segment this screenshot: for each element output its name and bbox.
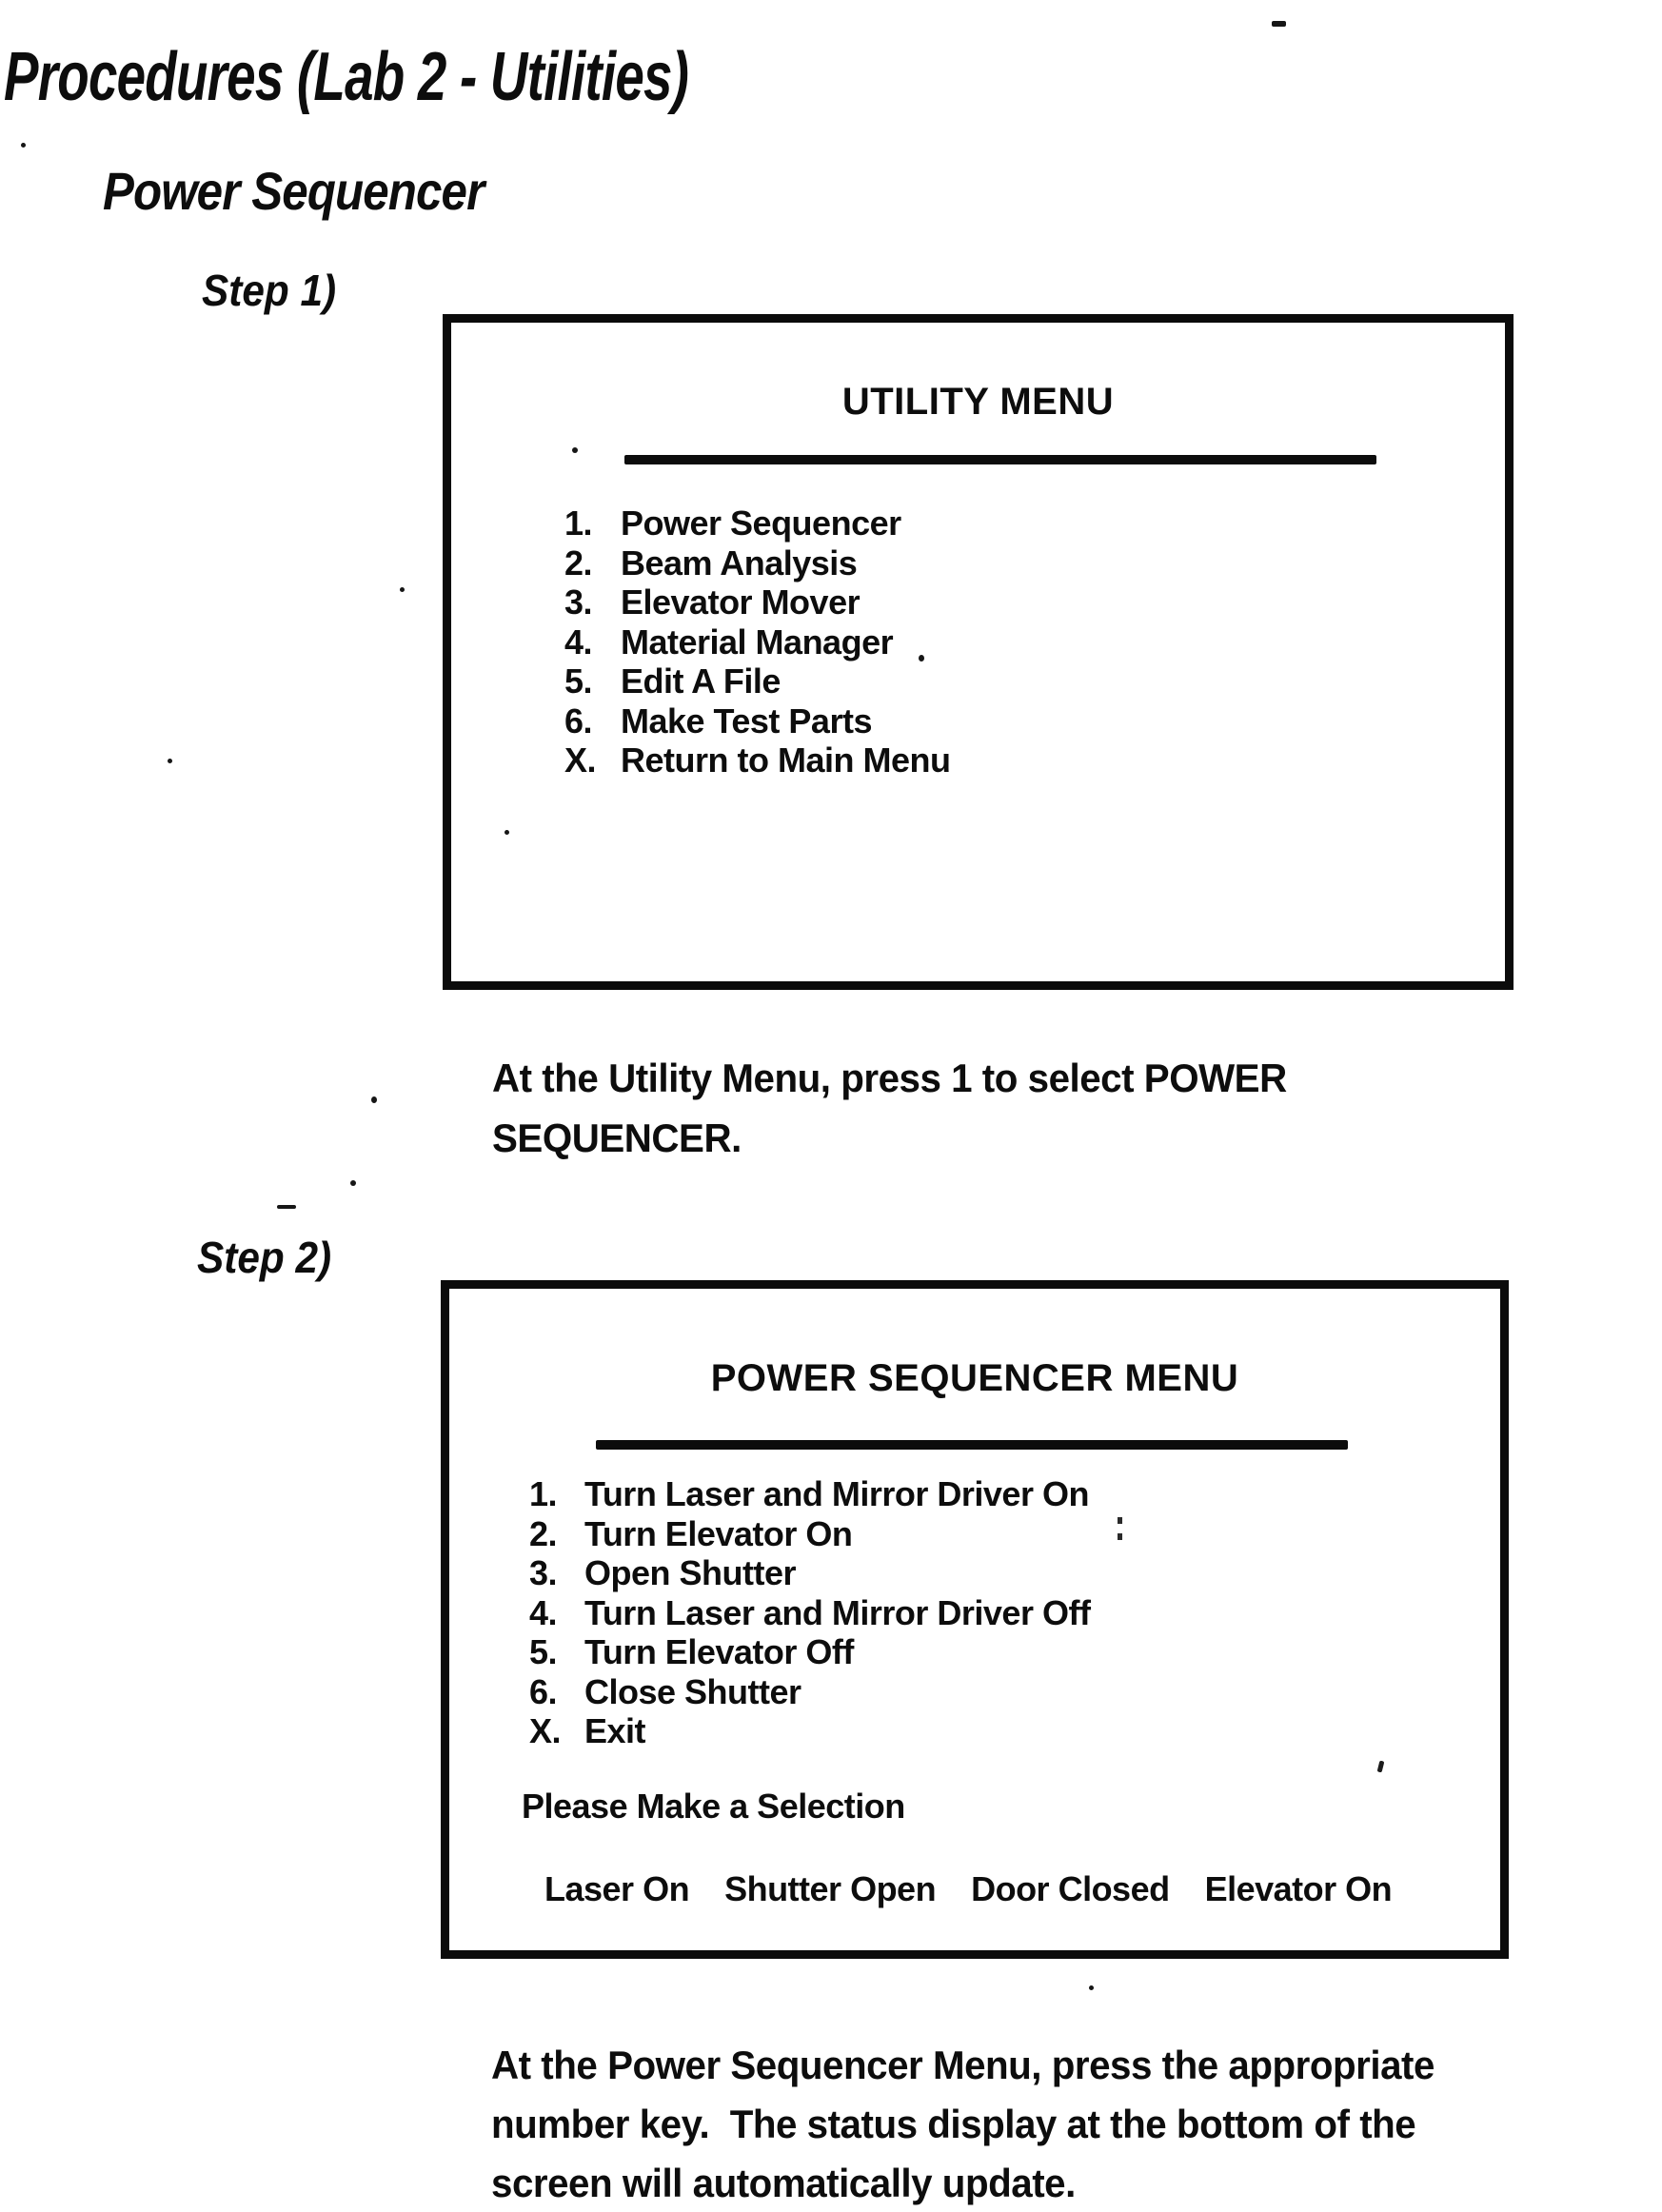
menu-item-key: 2. — [564, 543, 593, 583]
menu-item-label: Make Test Parts — [621, 701, 872, 741]
caption-line: number key. The status display at the bottom of the — [491, 2102, 1416, 2146]
scan-artifact — [1118, 1533, 1122, 1540]
menu-item-key: X. — [564, 741, 597, 780]
caption-line: At the Utility Menu, press 1 to select POWER — [492, 1056, 1287, 1100]
menu-item-label: Exit — [584, 1711, 646, 1750]
scan-artifact — [168, 759, 172, 763]
menu-title: POWER SEQUENCER MENU — [710, 1357, 1239, 1399]
menu-item-key: 1. — [564, 504, 593, 543]
scan-artifact — [1272, 21, 1286, 27]
menu-item-key: X. — [529, 1711, 562, 1750]
menu-item — [564, 741, 950, 780]
menu-item-key: 1. — [529, 1474, 558, 1513]
scan-artifact — [277, 1205, 296, 1209]
step2-caption — [491, 2036, 1434, 2212]
menu-item-key: 6. — [529, 1671, 558, 1711]
menu-item — [529, 1672, 1090, 1712]
menu-item-key: 3. — [564, 583, 593, 622]
caption-line: SEQUENCER. — [492, 1116, 742, 1160]
menu-item-label: Close Shutter — [584, 1671, 801, 1711]
caption-line: At the Power Sequencer Menu, press the appropriate — [491, 2043, 1434, 2087]
step1-label: Step 1) — [202, 266, 337, 315]
scan-artifact — [21, 143, 26, 148]
menu-item-label: Turn Elevator On — [584, 1513, 853, 1553]
menu-list — [564, 504, 950, 780]
menu-item-key: 5. — [529, 1632, 558, 1671]
power-sequencer-menu-screen — [441, 1280, 1509, 1959]
menu-item — [564, 583, 950, 622]
menu-item-key: 4. — [529, 1592, 558, 1632]
scan-artifact — [505, 830, 509, 835]
menu-item — [529, 1474, 1090, 1514]
menu-item — [529, 1514, 1090, 1554]
page-title: Procedures (Lab 2 - Utilities) — [4, 39, 689, 115]
utility-menu-screen — [443, 314, 1514, 990]
status-laser: Laser On — [544, 1869, 690, 1908]
status-door: Door Closed — [971, 1869, 1170, 1908]
menu-item-key: 3. — [529, 1553, 558, 1592]
menu-item — [564, 504, 950, 543]
scan-artifact — [350, 1180, 356, 1186]
menu-item — [529, 1711, 1090, 1751]
menu-list — [529, 1474, 1090, 1751]
caption-line: screen will automatically update. — [491, 2161, 1076, 2205]
step1-caption — [492, 1048, 1287, 1168]
menu-item-label: Return to Main Menu — [621, 741, 951, 780]
scan-artifact — [371, 1096, 377, 1103]
step2-label: Step 2) — [197, 1233, 332, 1282]
scan-artifact — [1089, 1985, 1094, 1990]
menu-title: UTILITY MENU — [841, 381, 1115, 423]
menu-item-label: Turn Elevator Off — [584, 1632, 854, 1671]
menu-item-key: 6. — [564, 701, 593, 741]
menu-item — [564, 701, 950, 741]
scan-artifact — [572, 447, 578, 453]
menu-divider — [624, 455, 1376, 464]
status-shutter: Shutter Open — [724, 1869, 937, 1908]
scan-artifact — [400, 587, 405, 592]
menu-item — [564, 543, 950, 583]
menu-item — [529, 1632, 1090, 1672]
menu-divider — [596, 1440, 1348, 1450]
menu-item — [529, 1553, 1090, 1593]
section-heading: Power Sequencer — [103, 161, 485, 221]
menu-item-label: Turn Laser and Mirror Driver On — [584, 1474, 1089, 1513]
menu-item — [529, 1593, 1090, 1633]
scan-artifact — [919, 655, 924, 662]
selection-prompt: Please Make a Selection — [522, 1787, 905, 1826]
menu-item-label: Elevator Mover — [621, 583, 861, 622]
menu-item-label: Open Shutter — [584, 1553, 797, 1592]
menu-item-label: Turn Laser and Mirror Driver Off — [584, 1592, 1091, 1632]
menu-item-key: 4. — [564, 622, 593, 662]
status-bar — [544, 1869, 1392, 1909]
status-elevator: Elevator On — [1204, 1869, 1393, 1908]
menu-item-label: Material Manager — [621, 622, 894, 662]
menu-item-key: 2. — [529, 1513, 558, 1553]
menu-item-label: Edit A File — [621, 662, 781, 701]
menu-item — [564, 662, 950, 701]
menu-item-label: Power Sequencer — [621, 504, 901, 543]
menu-item-key: 5. — [564, 662, 593, 701]
menu-item — [564, 622, 950, 662]
menu-item-label: Beam Analysis — [621, 543, 858, 583]
scan-artifact — [1118, 1517, 1122, 1524]
